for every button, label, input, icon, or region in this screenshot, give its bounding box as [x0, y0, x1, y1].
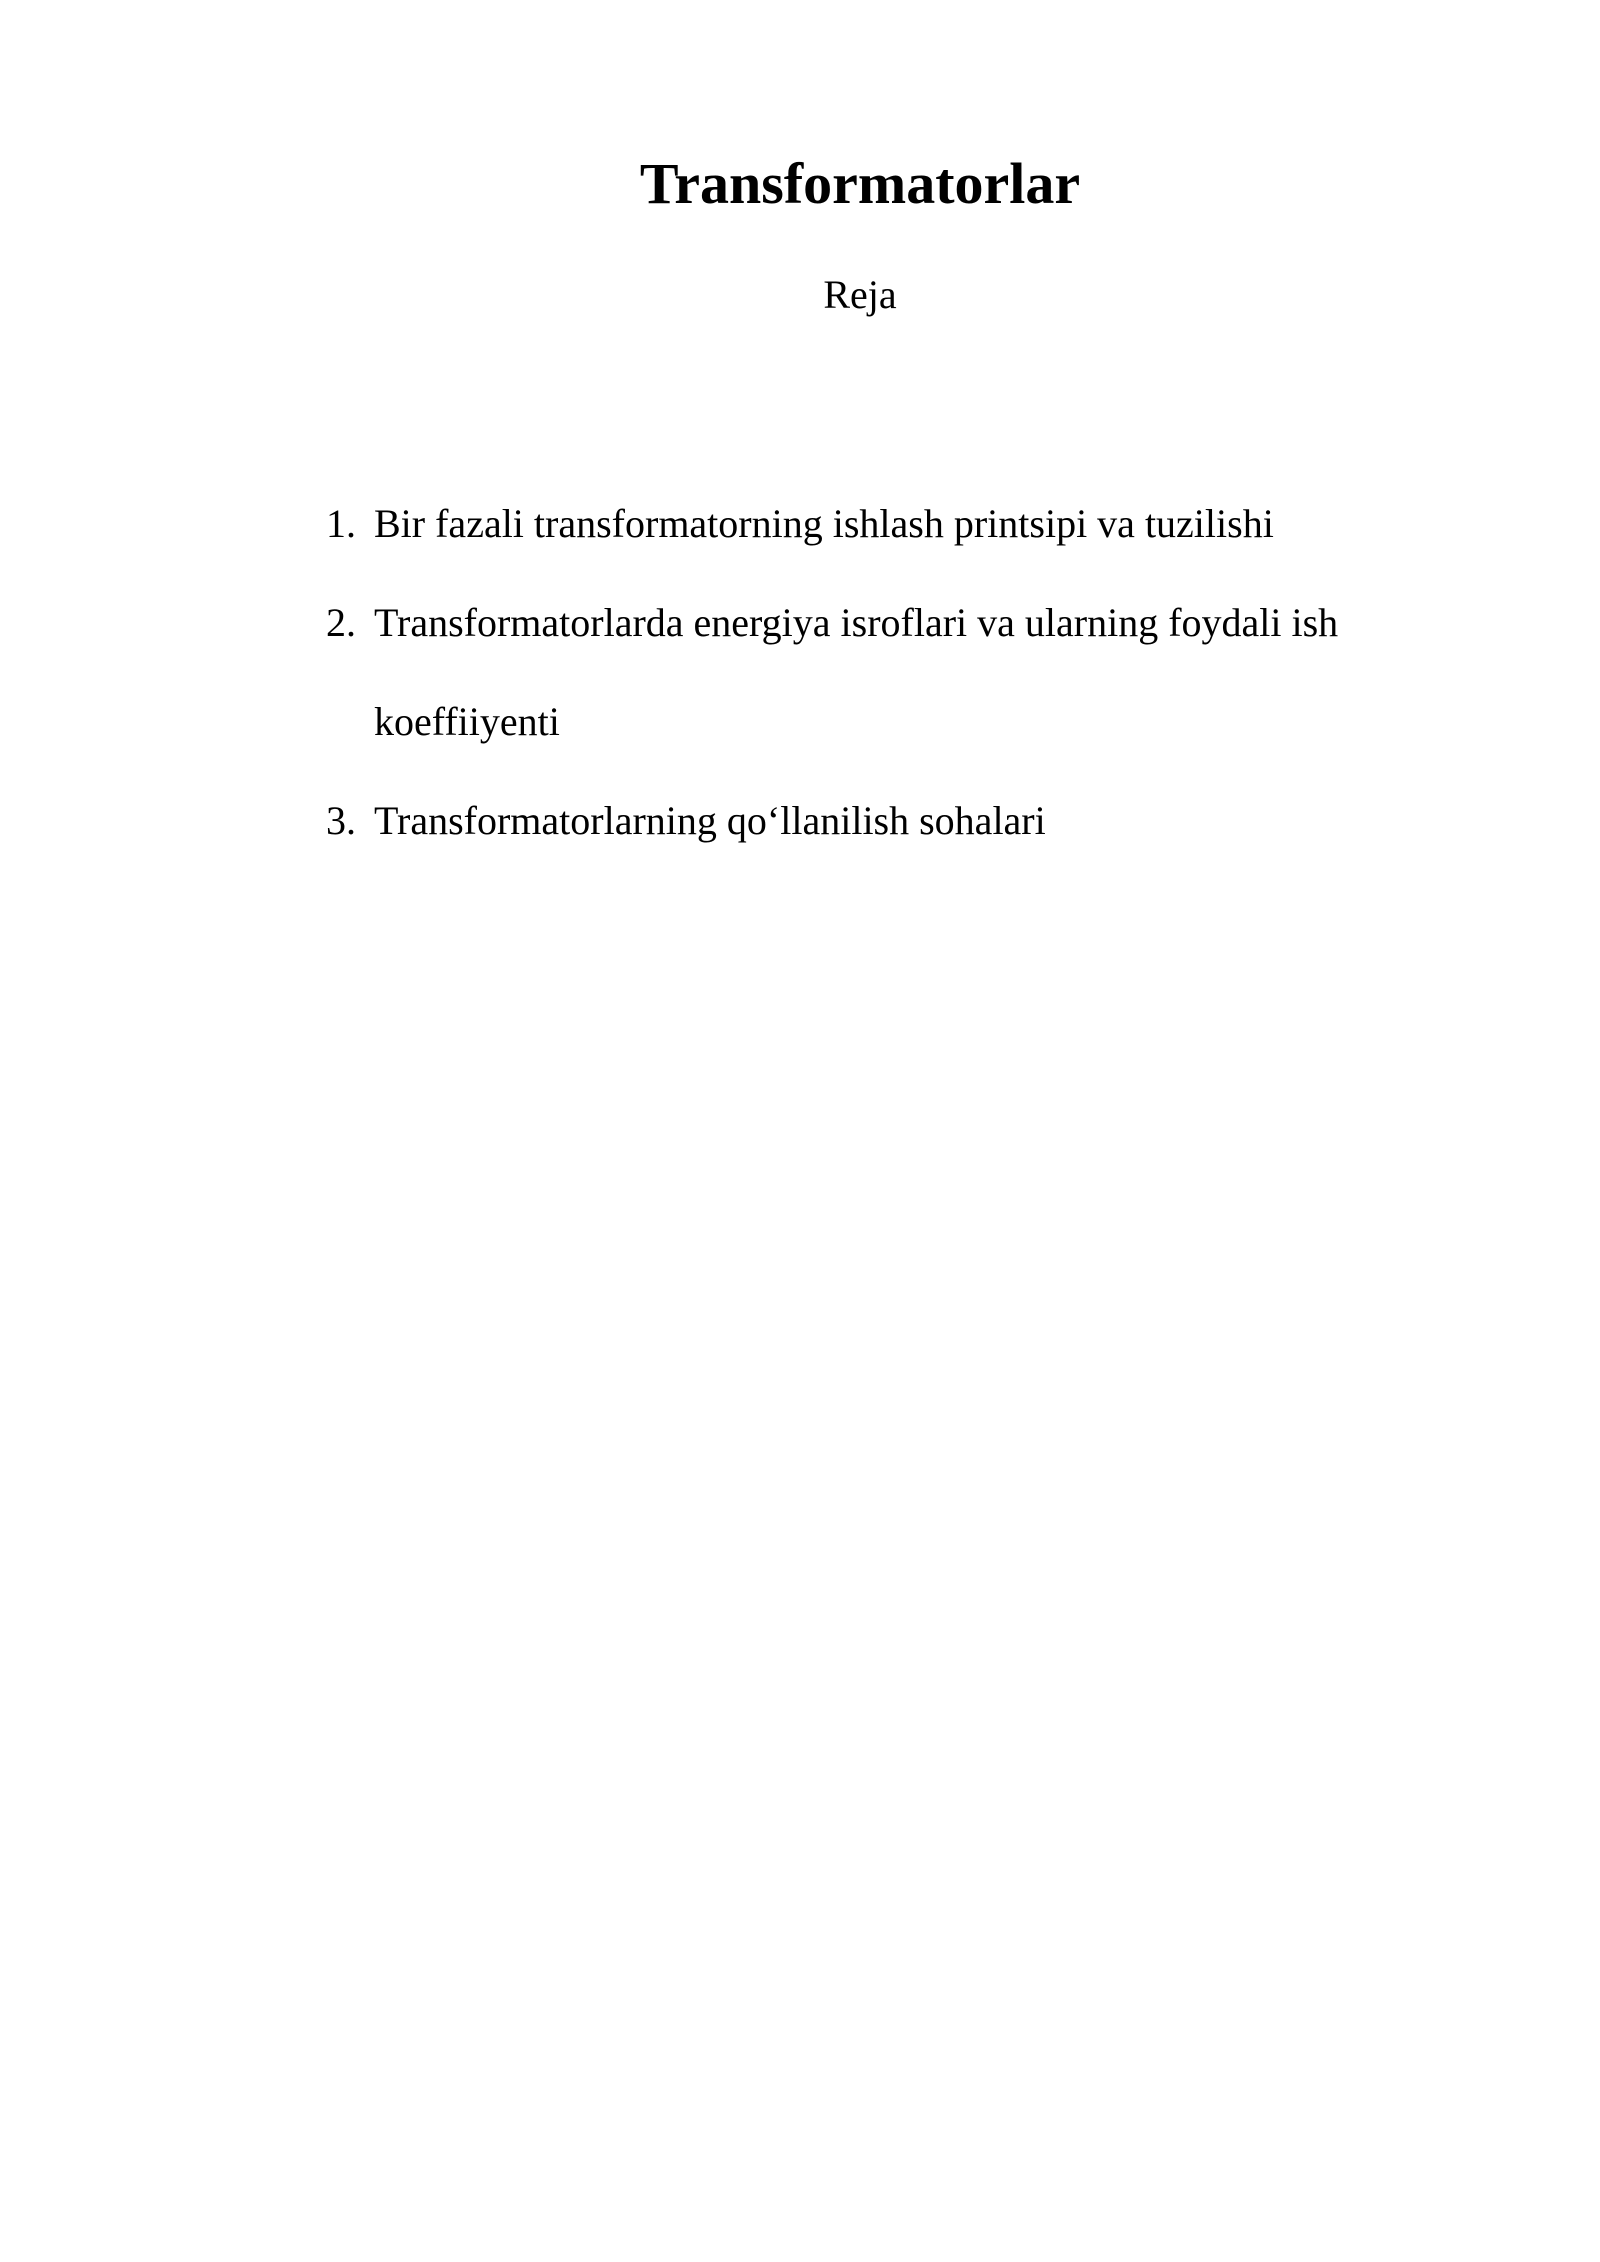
plan-heading: Reja [823, 272, 897, 317]
list-item-text: Transformatorlarda energiya isroflari va ularning foydali ish koeffiiyenti [374, 600, 1339, 744]
document-title: Transformatorlar [639, 151, 1081, 216]
list-item [326, 474, 1486, 573]
plan-list [326, 474, 1486, 870]
list-item [326, 573, 1486, 771]
list-item-text: Bir fazali transformatorning ishlash printsipi va tuzilishi [374, 501, 1274, 546]
list-item [326, 771, 1486, 870]
list-item-number: 2. [326, 600, 356, 645]
list-item-number: 3. [326, 798, 356, 843]
list-item-number: 1. [326, 501, 356, 546]
list-item-text: Transformatorlarning qo‘llanilish sohalari [374, 798, 1046, 843]
